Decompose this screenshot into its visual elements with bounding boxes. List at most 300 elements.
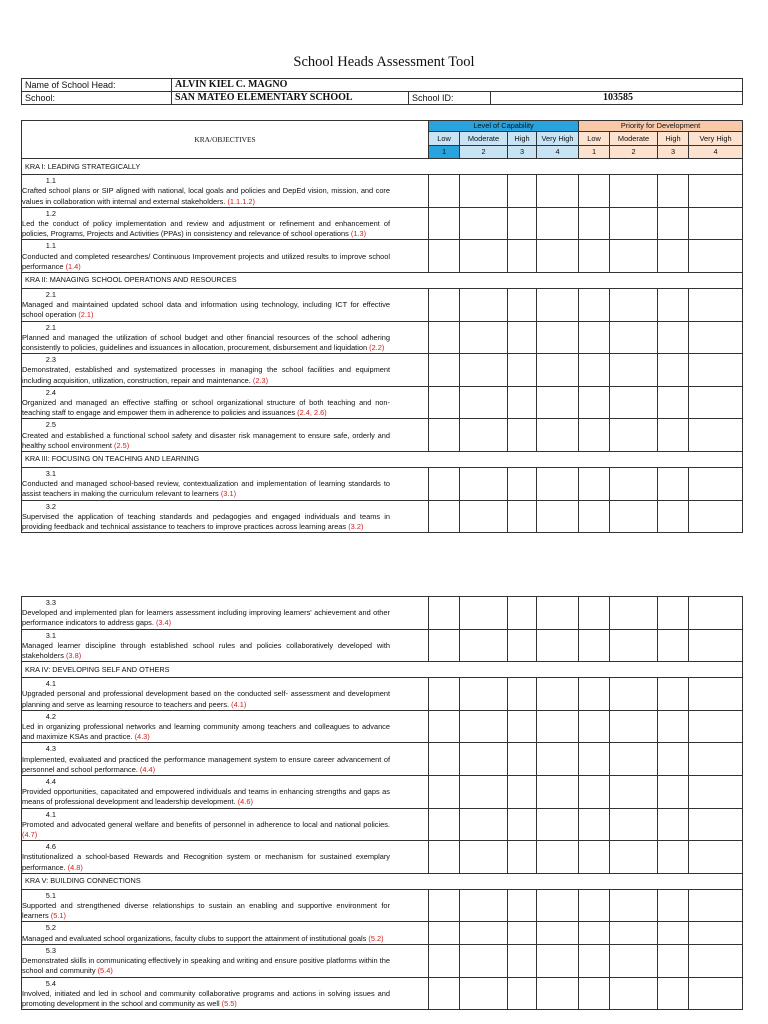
capability-rating-cell[interactable] bbox=[508, 175, 537, 208]
priority-rating-cell[interactable] bbox=[610, 977, 658, 1010]
objective-description bbox=[22, 175, 429, 208]
capability-rating-cell[interactable] bbox=[508, 922, 537, 944]
priority-rating-cell[interactable] bbox=[689, 889, 743, 922]
priority-rating-cell[interactable] bbox=[579, 710, 610, 743]
priority-rating-cell[interactable] bbox=[579, 922, 610, 944]
objective-text: Planned and managed the utilization of school budget and other financial resources of the school adhering consistently to policies, guidelines and issuances in allocation, procurement, disbursement and liquidation bbox=[22, 332, 390, 353]
objective-description bbox=[22, 776, 429, 809]
priority-for-development-heading: Priority for Development bbox=[579, 121, 743, 132]
priority-rating-cell[interactable] bbox=[658, 500, 689, 533]
priority-rating-cell[interactable] bbox=[610, 944, 658, 977]
objective-code: 3.3 bbox=[45, 598, 56, 607]
objective-text: Conducted and managed school-based review, contextualization and implementation of learning standards to assist teachers in making the curriculum relevant to learners bbox=[22, 479, 390, 499]
priority-rating-cell[interactable] bbox=[579, 240, 610, 273]
objective-row bbox=[22, 289, 743, 322]
objective-description bbox=[22, 386, 429, 419]
priority-rating-cell[interactable] bbox=[689, 597, 743, 630]
priority-rating-cell[interactable] bbox=[610, 889, 658, 922]
indicator-reference: (5.4) bbox=[97, 966, 113, 976]
assessment-table-page-1 bbox=[21, 120, 743, 533]
objective-description bbox=[22, 710, 429, 743]
objective-text-block bbox=[22, 365, 390, 385]
capability-rating-cell[interactable] bbox=[429, 922, 460, 944]
objective-row bbox=[22, 710, 743, 743]
school-value: SAN MATEO ELEMENTARY SCHOOL bbox=[172, 92, 409, 105]
indicator-reference: (3.2) bbox=[348, 522, 364, 532]
objective-code: 4.1 bbox=[45, 809, 56, 819]
priority-rating-cell[interactable] bbox=[658, 889, 689, 922]
objective-row bbox=[22, 944, 743, 977]
priority-rating-cell[interactable] bbox=[658, 944, 689, 977]
priority-rating-cell[interactable] bbox=[579, 629, 610, 662]
capability-rating-cell[interactable] bbox=[460, 743, 508, 776]
kra-section-row bbox=[22, 873, 743, 889]
kra-objectives-heading: KRA/OBJECTIVES bbox=[22, 121, 429, 159]
priority-rating-cell[interactable] bbox=[658, 710, 689, 743]
capability-rating-cell[interactable] bbox=[429, 743, 460, 776]
priority-rating-cell[interactable] bbox=[658, 175, 689, 208]
capability-rating-cell[interactable] bbox=[537, 500, 579, 533]
priority-rating-cell[interactable] bbox=[579, 468, 610, 501]
capability-rating-cell[interactable] bbox=[537, 629, 579, 662]
objective-code: 4.1 bbox=[45, 679, 56, 689]
objective-code: 4.2 bbox=[45, 711, 56, 721]
assessment-table-page-2 bbox=[21, 596, 743, 1010]
objective-text: Involved, initiated and led in school and community collaborative programs and actions in solving issues and promoting development in the school and community as well bbox=[22, 988, 390, 1008]
priority-rating-cell[interactable] bbox=[610, 175, 658, 208]
capability-rating-cell[interactable] bbox=[460, 240, 508, 273]
objective-text-block bbox=[22, 300, 390, 320]
objective-text-block bbox=[22, 479, 390, 499]
capability-rating-cell[interactable] bbox=[508, 808, 537, 841]
kra-section-label: KRA III: FOCUSING ON TEACHING AND LEARNING bbox=[22, 452, 743, 468]
objective-row bbox=[22, 629, 743, 662]
capability-number: 2 bbox=[460, 146, 508, 159]
priority-rating-cell[interactable] bbox=[658, 678, 689, 711]
objective-code: 1.1 bbox=[45, 241, 56, 251]
objective-description bbox=[22, 944, 429, 977]
priority-rating-cell[interactable] bbox=[658, 597, 689, 630]
priority-rating-cell[interactable] bbox=[689, 841, 743, 874]
priority-rating-cell[interactable] bbox=[579, 354, 610, 387]
objective-text: Demonstrated skills in communicating effectively in speaking and writing and ensure positive platforms within the school and community bbox=[22, 956, 390, 976]
capability-rating-cell[interactable] bbox=[508, 841, 537, 874]
priority-rating-cell[interactable] bbox=[579, 944, 610, 977]
capability-rating-cell[interactable] bbox=[460, 175, 508, 208]
capability-rating-cell[interactable] bbox=[508, 776, 537, 809]
priority-rating-cell[interactable] bbox=[658, 419, 689, 452]
capability-rating-cell[interactable] bbox=[508, 468, 537, 501]
capability-rating-cell[interactable] bbox=[537, 776, 579, 809]
capability-rating-cell[interactable] bbox=[429, 808, 460, 841]
capability-rating-cell[interactable] bbox=[429, 678, 460, 711]
capability-level: Moderate bbox=[460, 132, 508, 146]
priority-rating-cell[interactable] bbox=[689, 321, 743, 354]
priority-rating-cell[interactable] bbox=[610, 386, 658, 419]
capability-rating-cell[interactable] bbox=[429, 386, 460, 419]
priority-rating-cell[interactable] bbox=[689, 289, 743, 322]
capability-rating-cell[interactable] bbox=[429, 321, 460, 354]
priority-rating-cell[interactable] bbox=[610, 808, 658, 841]
objective-text: Managed and evaluated school organizations, faculty clubs to support the attainment of institutional goals bbox=[22, 933, 367, 943]
priority-rating-cell[interactable] bbox=[579, 386, 610, 419]
capability-rating-cell[interactable] bbox=[508, 207, 537, 240]
priority-rating-cell[interactable] bbox=[658, 354, 689, 387]
objective-text-block bbox=[22, 431, 390, 451]
capability-rating-cell[interactable] bbox=[508, 386, 537, 419]
capability-rating-cell[interactable] bbox=[460, 922, 508, 944]
priority-rating-cell[interactable] bbox=[689, 743, 743, 776]
capability-rating-cell[interactable] bbox=[508, 240, 537, 273]
capability-rating-cell[interactable] bbox=[508, 710, 537, 743]
priority-rating-cell[interactable] bbox=[658, 922, 689, 944]
priority-number: 2 bbox=[610, 146, 658, 159]
priority-rating-cell[interactable] bbox=[579, 207, 610, 240]
priority-rating-cell[interactable] bbox=[579, 500, 610, 533]
capability-level: High bbox=[508, 132, 537, 146]
level-of-capability-heading: Level of Capability bbox=[429, 121, 579, 132]
objective-code: 4.6 bbox=[45, 842, 56, 852]
priority-rating-cell[interactable] bbox=[610, 629, 658, 662]
priority-rating-cell[interactable] bbox=[610, 468, 658, 501]
priority-rating-cell[interactable] bbox=[579, 597, 610, 630]
priority-rating-cell[interactable] bbox=[689, 678, 743, 711]
capability-rating-cell[interactable] bbox=[460, 500, 508, 533]
capability-rating-cell[interactable] bbox=[429, 500, 460, 533]
priority-number: 4 bbox=[689, 146, 743, 159]
objective-row bbox=[22, 386, 743, 419]
capability-rating-cell[interactable] bbox=[460, 597, 508, 630]
priority-rating-cell[interactable] bbox=[610, 743, 658, 776]
objective-code: 5.1 bbox=[45, 890, 56, 900]
capability-rating-cell[interactable] bbox=[460, 321, 508, 354]
capability-rating-cell[interactable] bbox=[508, 500, 537, 533]
capability-rating-cell[interactable] bbox=[508, 597, 537, 630]
capability-rating-cell[interactable] bbox=[508, 419, 537, 452]
priority-rating-cell[interactable] bbox=[579, 841, 610, 874]
capability-rating-cell[interactable] bbox=[508, 977, 537, 1010]
capability-rating-cell[interactable] bbox=[460, 386, 508, 419]
capability-rating-cell[interactable] bbox=[460, 977, 508, 1010]
indicator-reference: (2.3) bbox=[252, 375, 269, 385]
priority-rating-cell[interactable] bbox=[689, 944, 743, 977]
capability-rating-cell[interactable] bbox=[537, 207, 579, 240]
indicator-reference: (4.3) bbox=[134, 732, 150, 742]
priority-rating-cell[interactable] bbox=[689, 240, 743, 273]
objective-description bbox=[22, 597, 429, 630]
indicator-reference: (3.8) bbox=[65, 651, 82, 661]
objective-text: Supported and strengthened diverse relationships to sustain an enabling and supportive environment for learners bbox=[22, 901, 390, 921]
priority-rating-cell[interactable] bbox=[658, 289, 689, 322]
capability-rating-cell[interactable] bbox=[429, 468, 460, 501]
capability-rating-cell[interactable] bbox=[460, 841, 508, 874]
capability-rating-cell[interactable] bbox=[508, 629, 537, 662]
objective-text-block bbox=[22, 219, 390, 239]
capability-rating-cell[interactable] bbox=[537, 889, 579, 922]
priority-level: Moderate bbox=[610, 132, 658, 146]
objective-text: Upgraded personal and professional development based on the conducted self- assessment and development planning and serve as learning resource to teachers and peers. bbox=[22, 689, 390, 709]
priority-rating-cell[interactable] bbox=[689, 175, 743, 208]
priority-rating-cell[interactable] bbox=[689, 977, 743, 1010]
capability-number: 1 bbox=[429, 146, 460, 159]
capability-rating-cell[interactable] bbox=[537, 240, 579, 273]
kra-section-row bbox=[22, 662, 743, 678]
objective-description bbox=[22, 922, 429, 944]
capability-level: Low bbox=[429, 132, 460, 146]
priority-rating-cell[interactable] bbox=[689, 386, 743, 419]
capability-level: Very High bbox=[537, 132, 579, 146]
capability-rating-cell[interactable] bbox=[460, 419, 508, 452]
objective-text: Promoted and advocated general welfare and benefits of personnel in adherence to local and national policies. bbox=[22, 819, 390, 829]
capability-rating-cell[interactable] bbox=[537, 386, 579, 419]
objective-row bbox=[22, 468, 743, 501]
indicator-reference: (4.7) bbox=[22, 830, 38, 840]
priority-rating-cell[interactable] bbox=[658, 776, 689, 809]
priority-rating-cell[interactable] bbox=[610, 597, 658, 630]
priority-rating-cell[interactable] bbox=[579, 743, 610, 776]
objective-text: Led the conduct of policy implementation and review and adjustment or refinement and enhancement of policies, Programs, Projects and Activities (PPAs) in consistency and relevance of school operations bbox=[22, 219, 390, 239]
capability-rating-cell[interactable] bbox=[537, 597, 579, 630]
objective-row bbox=[22, 175, 743, 208]
priority-rating-cell[interactable] bbox=[658, 629, 689, 662]
priority-rating-cell[interactable] bbox=[610, 240, 658, 273]
indicator-reference: (4.1) bbox=[231, 699, 247, 709]
objective-row bbox=[22, 207, 743, 240]
capability-rating-cell[interactable] bbox=[460, 808, 508, 841]
objective-text-block bbox=[22, 641, 390, 661]
objective-row bbox=[22, 321, 743, 354]
objective-description bbox=[22, 354, 429, 387]
objective-description bbox=[22, 977, 429, 1010]
kra-section-row bbox=[22, 452, 743, 468]
objective-code: 4.3 bbox=[45, 744, 56, 754]
objective-text-block bbox=[22, 608, 390, 628]
capability-rating-cell[interactable] bbox=[537, 977, 579, 1010]
capability-rating-cell[interactable] bbox=[429, 175, 460, 208]
priority-level: Very High bbox=[689, 132, 743, 146]
objective-text-block bbox=[22, 722, 390, 742]
capability-rating-cell[interactable] bbox=[429, 289, 460, 322]
objective-row bbox=[22, 678, 743, 711]
priority-rating-cell[interactable] bbox=[579, 419, 610, 452]
objective-text-block bbox=[22, 689, 390, 709]
capability-rating-cell[interactable] bbox=[508, 354, 537, 387]
capability-rating-cell[interactable] bbox=[429, 944, 460, 977]
priority-rating-cell[interactable] bbox=[658, 321, 689, 354]
capability-rating-cell[interactable] bbox=[460, 468, 508, 501]
school-label: School: bbox=[22, 92, 172, 105]
objective-row bbox=[22, 419, 743, 452]
capability-rating-cell[interactable] bbox=[460, 678, 508, 711]
priority-rating-cell[interactable] bbox=[689, 808, 743, 841]
objective-description bbox=[22, 808, 429, 841]
capability-rating-cell[interactable] bbox=[429, 710, 460, 743]
objective-text-block bbox=[22, 787, 390, 807]
indicator-reference: (5.5) bbox=[221, 998, 237, 1008]
capability-rating-cell[interactable] bbox=[537, 841, 579, 874]
objective-code: 5.2 bbox=[45, 923, 56, 933]
priority-rating-cell[interactable] bbox=[610, 776, 658, 809]
indicator-reference: (5.1) bbox=[50, 911, 66, 921]
capability-rating-cell[interactable] bbox=[429, 841, 460, 874]
indicator-reference: (4.4) bbox=[139, 764, 156, 774]
indicator-reference: (2.1) bbox=[78, 310, 94, 320]
objective-row bbox=[22, 240, 743, 273]
capability-number: 3 bbox=[508, 146, 537, 159]
capability-rating-cell[interactable] bbox=[460, 776, 508, 809]
priority-rating-cell[interactable] bbox=[658, 386, 689, 419]
capability-rating-cell[interactable] bbox=[508, 289, 537, 322]
priority-rating-cell[interactable] bbox=[689, 922, 743, 944]
objective-text: Developed and implemented plan for learners assessment including improving learners' achievement and other performance indicators to address gaps. bbox=[22, 608, 390, 628]
capability-rating-cell[interactable] bbox=[460, 710, 508, 743]
priority-level: Low bbox=[579, 132, 610, 146]
capability-rating-cell[interactable] bbox=[537, 419, 579, 452]
objective-row bbox=[22, 922, 743, 944]
objective-text-block bbox=[22, 755, 390, 775]
objective-text: Supervised the application of teaching standards and pedagogies and engaged individuals and teams in providing feedback and technical assistance to teachers to improve practices across learning areas bbox=[22, 511, 390, 532]
capability-rating-cell[interactable] bbox=[508, 944, 537, 977]
capability-rating-cell[interactable] bbox=[508, 678, 537, 711]
objective-text-block bbox=[22, 820, 390, 840]
school-info-table bbox=[21, 78, 743, 105]
capability-rating-cell[interactable] bbox=[537, 710, 579, 743]
objective-row bbox=[22, 500, 743, 533]
objective-text-block bbox=[22, 398, 390, 418]
priority-rating-cell[interactable] bbox=[610, 500, 658, 533]
capability-rating-cell[interactable] bbox=[508, 889, 537, 922]
capability-rating-cell[interactable] bbox=[429, 597, 460, 630]
priority-rating-cell[interactable] bbox=[689, 710, 743, 743]
objective-description bbox=[22, 207, 429, 240]
capability-rating-cell[interactable] bbox=[460, 889, 508, 922]
objective-description bbox=[22, 240, 429, 273]
priority-rating-cell[interactable] bbox=[689, 629, 743, 662]
objective-code: 2.5 bbox=[45, 420, 56, 430]
priority-rating-cell[interactable] bbox=[610, 321, 658, 354]
priority-rating-cell[interactable] bbox=[689, 500, 743, 533]
priority-rating-cell[interactable] bbox=[689, 776, 743, 809]
priority-rating-cell[interactable] bbox=[579, 889, 610, 922]
objective-text: Led in organizing professional networks and learning community among teachers and colleagues to advance and maximize KSAs and practice. bbox=[22, 722, 390, 742]
priority-rating-cell[interactable] bbox=[658, 743, 689, 776]
kra-section-label: KRA I: LEADING STRATEGICALLY bbox=[22, 159, 743, 175]
priority-rating-cell[interactable] bbox=[658, 240, 689, 273]
objective-description bbox=[22, 629, 429, 662]
priority-rating-cell[interactable] bbox=[689, 207, 743, 240]
capability-rating-cell[interactable] bbox=[460, 289, 508, 322]
objective-code: 3.1 bbox=[45, 469, 56, 479]
capability-number: 4 bbox=[537, 146, 579, 159]
capability-rating-cell[interactable] bbox=[429, 354, 460, 387]
objective-description bbox=[22, 889, 429, 922]
objective-text-block bbox=[22, 934, 390, 944]
capability-rating-cell[interactable] bbox=[537, 468, 579, 501]
capability-rating-cell[interactable] bbox=[429, 629, 460, 662]
objective-text-block bbox=[22, 252, 390, 272]
objective-text: Created and established a functional school safety and disaster risk management to ensure safe, orderly and healthy school environment bbox=[22, 430, 390, 450]
priority-level: High bbox=[658, 132, 689, 146]
priority-rating-cell[interactable] bbox=[579, 175, 610, 208]
name-label: Name of School Head: bbox=[22, 79, 172, 92]
priority-rating-cell[interactable] bbox=[610, 710, 658, 743]
capability-rating-cell[interactable] bbox=[537, 289, 579, 322]
capability-rating-cell[interactable] bbox=[537, 944, 579, 977]
objective-row bbox=[22, 597, 743, 630]
priority-rating-cell[interactable] bbox=[579, 321, 610, 354]
priority-rating-cell[interactable] bbox=[610, 207, 658, 240]
objective-text-block bbox=[22, 333, 390, 353]
objective-row bbox=[22, 743, 743, 776]
priority-rating-cell[interactable] bbox=[579, 776, 610, 809]
capability-rating-cell[interactable] bbox=[508, 321, 537, 354]
priority-rating-cell[interactable] bbox=[610, 289, 658, 322]
objective-code: 5.3 bbox=[45, 945, 56, 955]
priority-rating-cell[interactable] bbox=[610, 419, 658, 452]
objective-row bbox=[22, 808, 743, 841]
capability-rating-cell[interactable] bbox=[460, 207, 508, 240]
objective-code: 4.4 bbox=[45, 777, 56, 787]
objective-text-block bbox=[22, 852, 390, 872]
objective-code: 3.1 bbox=[45, 630, 56, 640]
priority-rating-cell[interactable] bbox=[658, 468, 689, 501]
capability-rating-cell[interactable] bbox=[429, 240, 460, 273]
priority-rating-cell[interactable] bbox=[579, 289, 610, 322]
priority-rating-cell[interactable] bbox=[579, 678, 610, 711]
priority-rating-cell[interactable] bbox=[579, 977, 610, 1010]
indicator-reference: (4.6) bbox=[237, 797, 253, 807]
priority-rating-cell[interactable] bbox=[658, 207, 689, 240]
capability-rating-cell[interactable] bbox=[508, 743, 537, 776]
priority-rating-cell[interactable] bbox=[658, 841, 689, 874]
priority-rating-cell[interactable] bbox=[658, 977, 689, 1010]
capability-rating-cell[interactable] bbox=[429, 419, 460, 452]
capability-rating-cell[interactable] bbox=[537, 922, 579, 944]
capability-rating-cell[interactable] bbox=[460, 944, 508, 977]
priority-rating-cell[interactable] bbox=[658, 808, 689, 841]
capability-rating-cell[interactable] bbox=[537, 808, 579, 841]
capability-rating-cell[interactable] bbox=[537, 743, 579, 776]
objective-code: 2.3 bbox=[45, 355, 56, 365]
objective-description bbox=[22, 468, 429, 501]
priority-rating-cell[interactable] bbox=[579, 808, 610, 841]
priority-rating-cell[interactable] bbox=[610, 922, 658, 944]
capability-rating-cell[interactable] bbox=[460, 629, 508, 662]
school-id-label: School ID: bbox=[409, 92, 491, 105]
priority-rating-cell[interactable] bbox=[689, 419, 743, 452]
priority-rating-cell[interactable] bbox=[610, 678, 658, 711]
capability-rating-cell[interactable] bbox=[537, 354, 579, 387]
priority-rating-cell[interactable] bbox=[689, 354, 743, 387]
capability-rating-cell[interactable] bbox=[429, 776, 460, 809]
capability-rating-cell[interactable] bbox=[429, 977, 460, 1010]
priority-rating-cell[interactable] bbox=[610, 841, 658, 874]
capability-rating-cell[interactable] bbox=[537, 678, 579, 711]
indicator-reference: (1.3) bbox=[350, 229, 367, 239]
document-title: School Heads Assessment Tool bbox=[293, 54, 475, 70]
priority-rating-cell[interactable] bbox=[610, 354, 658, 387]
indicator-reference: (5.2) bbox=[368, 933, 384, 943]
capability-rating-cell[interactable] bbox=[429, 207, 460, 240]
capability-rating-cell[interactable] bbox=[429, 889, 460, 922]
capability-rating-cell[interactable] bbox=[460, 354, 508, 387]
capability-rating-cell[interactable] bbox=[537, 321, 579, 354]
objective-description bbox=[22, 419, 429, 452]
objective-code: 1.1 bbox=[45, 176, 56, 186]
capability-rating-cell[interactable] bbox=[537, 175, 579, 208]
kra-section-label: KRA II: MANAGING SCHOOL OPERATIONS AND RESOURCES bbox=[22, 273, 743, 289]
priority-rating-cell[interactable] bbox=[689, 468, 743, 501]
